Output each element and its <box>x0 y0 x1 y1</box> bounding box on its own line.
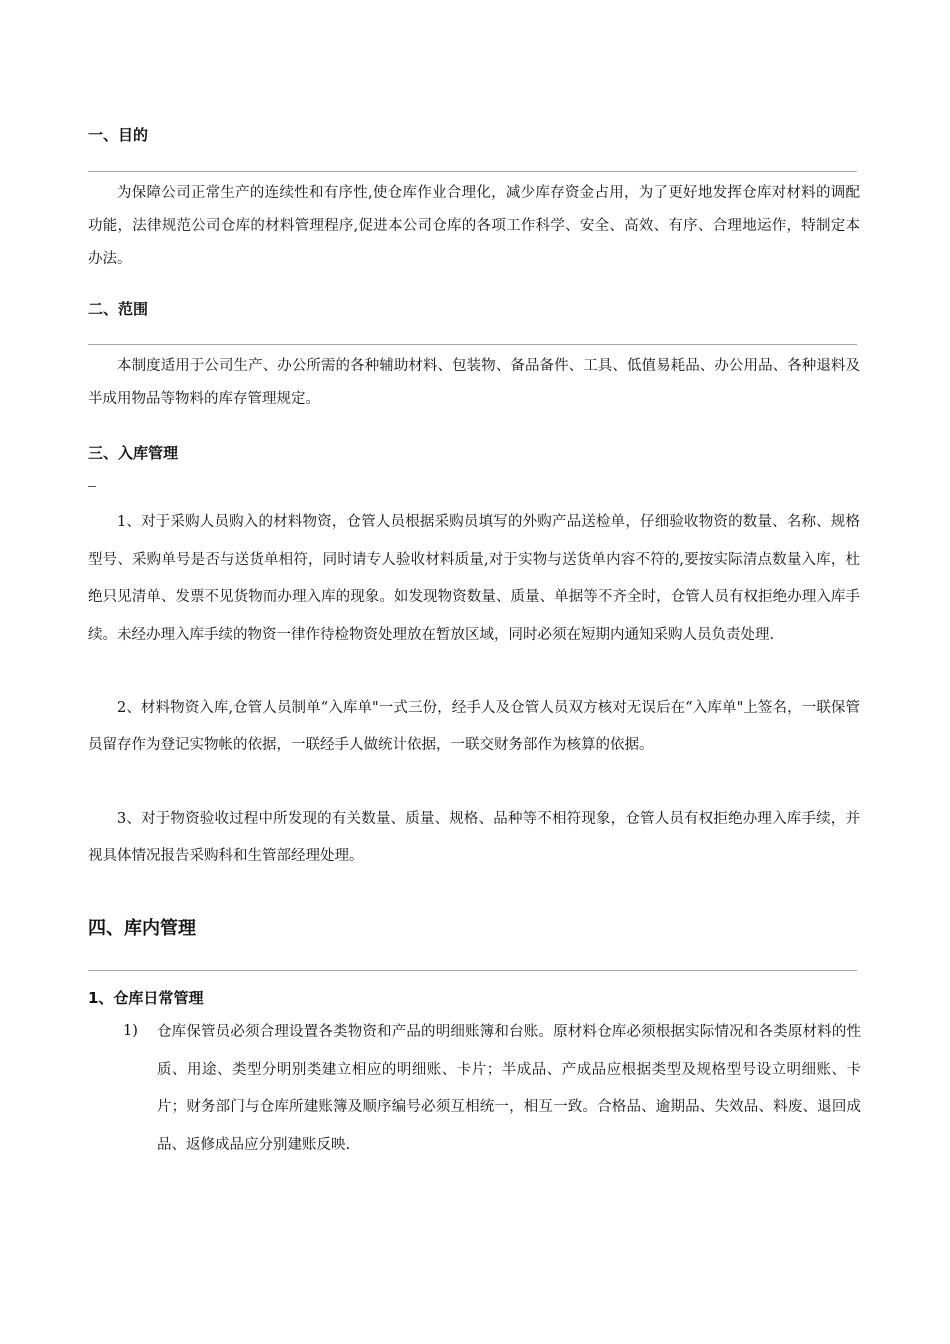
section-3-heading: 三、入库管理 <box>88 444 179 462</box>
list-item-number: 1) <box>123 1023 138 1039</box>
section-3-divider-mark <box>88 486 96 487</box>
section-1-heading: 一、目的 <box>88 126 149 144</box>
section-1-divider <box>88 171 857 172</box>
section-1-paragraph: 为保障公司正常生产的连续性和有序性,使仓库作业合理化，减少库存资金占用，为了更好地发挥仓库对材料的调配功能，法律规范公司仓库的材料管理程序,促进本公司仓库的各项工作科学、安全、高效、有序、合理地运作，特制定本办法。 <box>88 185 860 267</box>
list-item-text: 仓库保管员必须合理设置各类物资和产品的明细账簿和台账。原材料仓库必须根据实际情况和各类原材料的性质、用途、类型分明别类建立相应的明细账、卡片；半成品、产成品应根据类型及规格型号设立明细账、卡片；财务部门与仓库所建账簿及顺序编号必须互相统一，相互一致。合格品、逾期品、失效品、料废、退回成品、返修成品应分别建账反映. <box>157 1024 861 1153</box>
section-2-heading: 二、范围 <box>88 300 149 318</box>
section-2-divider <box>88 344 857 345</box>
section-4-divider <box>88 970 857 971</box>
section-3-paragraph-2: 2、材料物资入库,仓管人员制单“入库单"一式三份，经手人及仓管人员双方核对无误后在“入库单"上签名，一联保管员留存作为登记实物帐的依据，一联经手人做统计依据，一联交财务部作为核算的依据。 <box>88 700 860 753</box>
section-3-paragraph-3: 3、对于物资验收过程中所发现的有关数量、质量、规格、品种等不相符现象，仓管人员有权拒绝办理入库手续，并视具体情况报告采购科和生管部经理处理。 <box>88 811 860 864</box>
section-4-subheading: 1、仓库日常管理 <box>88 989 204 1007</box>
section-2-paragraph: 本制度适用于公司生产、办公所需的各种辅助材料、包装物、备品备件、工具、低值易耗品、办公用品、各种退料及半成用物品等物料的库存管理规定。 <box>88 358 860 407</box>
section-4-heading: 四、库内管理 <box>88 918 196 939</box>
section-3-paragraph-1: 1、对于采购人员购入的材料物资，仓管人员根据采购员填写的外购产品送检单，仔细验收物资的数量、名称、规格型号、采购单号是否与送货单相符，同时请专人验收材料质量,对于实物与送货单内容不符的,要按实际清点数量入库，杜绝只见清单、发票不见货物而办理入库的现象。如发现物资数量、质量、单据等不齐全时，仓管人员有权拒绝办理入库手续。未经办理入库手续的物资一律作待检物资处理放在暂放区域，同时必须在短期内通知采购人员负责处理. <box>88 514 860 643</box>
